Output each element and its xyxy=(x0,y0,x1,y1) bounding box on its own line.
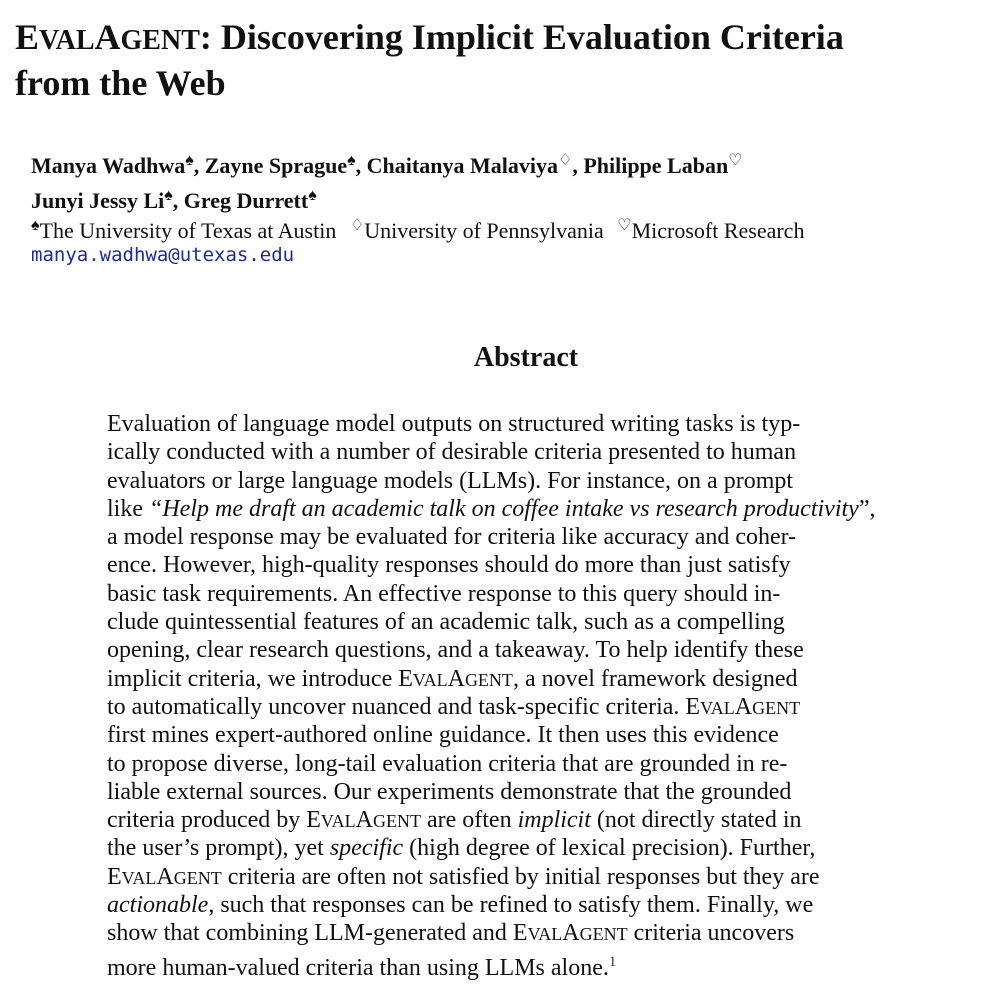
author: Junyi Jessy Li♠ xyxy=(31,187,173,213)
abstract-line: clude quintessential features of an academic talk, such as a compelling xyxy=(107,609,785,636)
abstract-line: more human-valued criteria than using LLMs alone.$^1$ xyxy=(107,953,617,981)
author: Zayne Sprague♠ xyxy=(204,152,356,178)
abstract-line: first mines expert-authored online guidance. It then uses this evidence xyxy=(107,722,779,749)
affiliation-mark: ♠ xyxy=(185,152,194,169)
affiliation: ♡Microsoft Research xyxy=(617,217,805,243)
abstract-line: ence. However, high-quality responses should do more than just satisfy xyxy=(107,552,791,579)
affiliation-mark: ♠ xyxy=(308,187,317,204)
author-list: Manya Wadhwa♠, Zayne Sprague♠, Chaitanya Malaviya♢, Philippe Laban♡ Junyi Jessy Li♠, Greg Durrett♠ xyxy=(31,152,743,213)
affiliation-mark: ♠ xyxy=(164,187,173,204)
abstract-heading: Abstract xyxy=(473,342,579,373)
footnote-mark[interactable]: 1 xyxy=(608,953,617,970)
abstract-line: actionable, such that responses can be refined to satisfy them. Finally, we xyxy=(107,892,814,919)
abstract-line: a model response may be evaluated for criteria like accuracy and coher- xyxy=(107,524,797,551)
abstract-line: to propose diverse, long-tail evaluation criteria that are grounded in re- xyxy=(107,750,788,777)
example-prompt: “Help me draft an academic talk on coffee intake vs research productivity xyxy=(149,495,859,522)
title-text-line1: : Discovering Implicit Evaluation Criteria xyxy=(199,17,844,57)
system-name: EVALAGENT xyxy=(512,920,628,947)
abstract-line: show that combining LLM-generated and EVALAGENT criteria uncovers xyxy=(107,920,795,947)
affiliation-mark: ♠ xyxy=(347,152,356,169)
system-name: EVALAGENT xyxy=(398,665,513,692)
author: Greg Durrett♠ xyxy=(183,187,317,213)
author: Philippe Laban♡ xyxy=(583,152,743,178)
system-name: EVALAGENT xyxy=(685,693,801,720)
title-text-line2: from the Web xyxy=(15,63,226,103)
abstract-line: opening, clear research questions, and a takeaway. To help identify these xyxy=(107,637,804,664)
author: Manya Wadhwa♠ xyxy=(31,152,194,178)
system-name: EVALAGENT xyxy=(107,863,222,890)
contact-email-link[interactable]: manya.wadhwa@utexas.edu xyxy=(31,244,295,266)
affiliation-mark: ♢ xyxy=(557,152,573,169)
affiliation: ♢University of Pennsylvania xyxy=(349,217,604,243)
abstract-line: basic task requirements. An effective response to this query should in- xyxy=(107,580,781,607)
abstract-line: evaluators or large language models (LLMs). For instance, on a prompt xyxy=(107,467,794,494)
abstract-line: to automatically uncover nuanced and task-specific criteria. EVALAGENT xyxy=(107,693,801,720)
abstract-line: EVALAGENT criteria are often not satisfied by initial responses but they are xyxy=(107,863,820,890)
abstract-line: liable external sources. Our experiments demonstrate that the grounded xyxy=(107,778,792,805)
title-system-name: EVALAGENT xyxy=(15,17,200,57)
abstract-line: Evaluation of language model outputs on structured writing tasks is typ- xyxy=(107,411,801,437)
abstract-body xyxy=(107,410,945,981)
abstract-line: implicit criteria, we introduce EVALAGENT, a novel framework designed xyxy=(107,665,798,692)
affiliation: ♠The University of Texas at Austin xyxy=(31,217,337,243)
system-name: EVALAGENT xyxy=(306,807,421,834)
abstract-line: criteria produced by EVALAGENT are often implicit (not directly stated in xyxy=(107,807,802,834)
paper-title xyxy=(15,16,975,105)
abstract-line: the user’s prompt), yet specific (high degree of lexical precision). Further, xyxy=(107,835,816,862)
abstract-line: like “Help me draft an academic talk on coffee intake vs research productivity”, xyxy=(107,495,876,522)
author: Chaitanya Malaviya♢ xyxy=(366,152,573,178)
affiliation-mark: ♡ xyxy=(728,152,743,169)
abstract-line: ically conducted with a number of desirable criteria presented to human xyxy=(107,439,797,466)
